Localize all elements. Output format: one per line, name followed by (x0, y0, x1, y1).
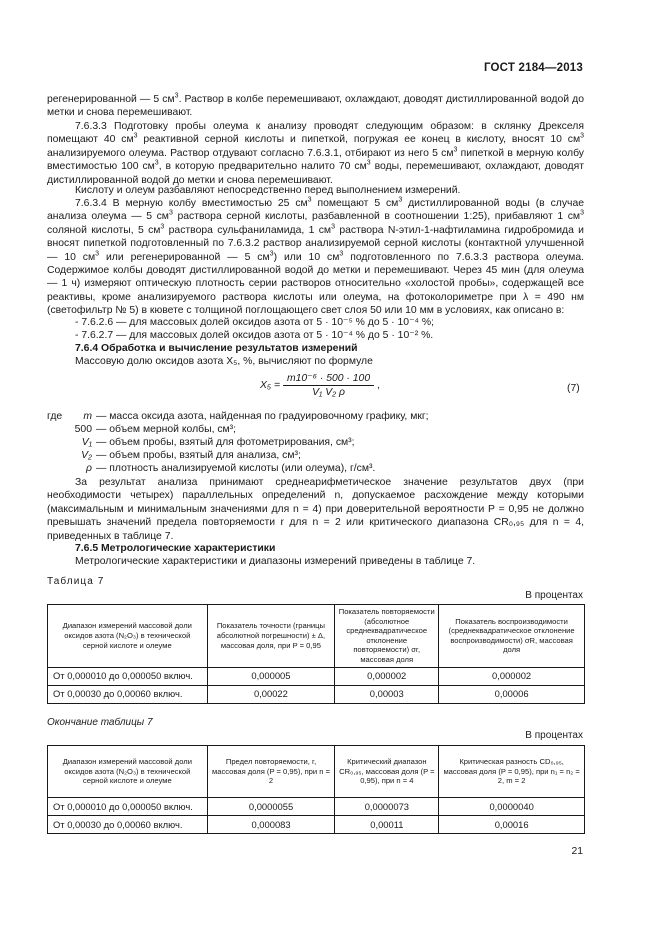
table-7-continuation (47, 745, 585, 834)
table-cell: 0,00022 (207, 685, 335, 703)
paragraph-regenerated: регенерированной — 5 $см^3$. Раствор в колбе перемешивают, охлаждают, доводят дистиллированной водой до метки и снова перемешивают. (47, 92, 584, 119)
table-cell: 0,0000073 (335, 798, 439, 816)
table-cell: 0,000002 (335, 667, 439, 685)
where-symbol-rho: ρ (86, 463, 92, 474)
table-7 (47, 604, 585, 704)
table-cell: От 0,00030 до 0,00060 включ. (48, 816, 208, 834)
table-cell: От 0,000010 до 0,000050 включ. (48, 798, 208, 816)
list-item-2: - 7.6.2.7 — для массовых долей оксидов азота от 5 · 10⁻⁴ % до 5 · 10⁻² %. (75, 330, 434, 341)
table-7-continuation-units: В процентах (525, 730, 583, 741)
table-cell: 0,000083 (207, 816, 335, 834)
formula-fraction (283, 372, 374, 398)
standard-header: ГОСТ 2184—2013 (483, 62, 583, 74)
column-header: Предел повторяемости, r, массовая доля (P = 0,95), при n = 2 (207, 746, 335, 798)
table-cell: 0,0000040 (439, 798, 585, 816)
table-cell: От 0,00030 до 0,00060 включ. (48, 685, 208, 703)
table-cell: 0,00006 (439, 685, 585, 703)
table-header-row (48, 746, 585, 798)
column-header: Критическая разность CD₀,₉₅, массовая доля (P = 0,95), при n₁ = n₂ = 2, m = 2 (439, 746, 585, 798)
column-header: Показатель воспроизводимости (среднеквадратическое отклонение воспроизводимости) σR, массовая доля (439, 605, 585, 668)
column-header: Показатель повторяемости (абсолютное среднеквадратическое отклонение повторяемости) σr, массовая доля (335, 605, 439, 668)
where-symbol-v1: V₁ (81, 437, 92, 448)
table-7-continuation-title: Окончание таблицы 7 (47, 717, 153, 728)
table-7-units: В процентах (525, 590, 583, 601)
table-cell: 0,0000055 (207, 798, 335, 816)
section-7-6-5-title: 7.6.5 Метрологические характеристики (75, 543, 276, 554)
where-text-v2: — объем пробы, взятый для анализа, см³; (96, 450, 301, 461)
table-row (48, 685, 585, 703)
where-text-500: — объем мерной колбы, см³; (96, 424, 237, 435)
column-header: Диапазон измерений массовой доли оксидов азота (N₂O₃) в технической серной кислоте и олеуме (48, 605, 208, 668)
where-text-rho: — плотность анализируемой кислоты (или олеума), г/см³. (96, 463, 376, 474)
where-symbol-500: 500 (74, 424, 92, 435)
where-text-m: — масса оксида азота, найденная по градуировочному графику, мкг; (96, 411, 429, 422)
column-header: Диапазон измерений массовой доли оксидов азота (N₂O₃) в технической серной кислоте и олеуме (48, 746, 208, 798)
paragraph-dilution: Кислоту и олеум разбавляют непосредственно перед выполнением измерений. (75, 185, 461, 196)
page-number: 21 (571, 846, 583, 857)
table-cell: 0,000005 (207, 667, 335, 685)
column-header: Показатель точности (границы абсолютной погрешности) ± Δ, массовая доля, при P = 0,95 (207, 605, 335, 668)
table-row (48, 798, 585, 816)
where-lead: где (47, 411, 63, 422)
table-row (48, 816, 585, 834)
column-header: Критический диапазон CR₀,₉₅, массовая доля (P = 0,95), при n = 4 (335, 746, 439, 798)
formula-lhs: X₅ = (260, 379, 281, 391)
table-cell: От 0,000010 до 0,000050 включ. (48, 667, 208, 685)
table-cell: 0,00011 (335, 816, 439, 834)
formula-numerator: m10⁻⁶ · 500 · 100 (283, 372, 374, 386)
section-7-6-4-text: Массовую долю оксидов азота X₅, %, вычисляют по формуле (75, 356, 373, 367)
formula-punct: , (377, 379, 380, 391)
where-symbol-v2: V₂ (81, 450, 92, 461)
section-7-6-5-text: Метрологические характеристики и диапазоны измерений приведены в таблице 7. (75, 556, 476, 567)
section-7-6-4-title: 7.6.4 Обработка и вычисление результатов измерений (75, 343, 358, 354)
table-header-row (48, 605, 585, 668)
formula-7 (260, 372, 380, 398)
table-cell: 0,00003 (335, 685, 439, 703)
list-item-1: - 7.6.2.6 — для массовых долей оксидов азота от 5 · 10⁻⁵ % до 5 · 10⁻⁴ %; (75, 317, 435, 328)
table-cell: 0,00016 (439, 816, 585, 834)
where-text-v1: — объем пробы, взятый для фотометрирования, см³; (96, 437, 355, 448)
table-cell: 0,000002 (439, 667, 585, 685)
formula-denominator: V₁ V₂ ρ (312, 387, 345, 398)
table-7-title: Таблица 7 (47, 576, 105, 587)
paragraph-7-6-3-4: 7.6.3.4 В мерную колбу вместимостью 25 $см^3$ помещают 5 $см^3$ дистиллированной воды (в случае анализа олеума — 5 $см^3$ раствора серной кислоты, разбавленной в соотношении 1:25), прибавляют 1 $см^3$ соляной кислоты, 5 $см^3$ раствора сульфаниламида, 1 $см^3$ раствора N-этил-1-нафтиламина гидробромида и вносят пипеткой подготовленный по 7.6.3.2 раствор анализируемой серной кислоты (контактной улучшенной — 10 $см^3$ или регенерированной — 5 $см^3$) или 10 $см^3$ подготовленного по 7.6.3.3 раствора олеума. Содержимое колбы доводят дистиллированной водой до метки и перемешивают. Через 45 мин (для олеума — 1 ч) измеряют оптическую плотность серии растворов относительно «холостой пробы», содержащей все реактивы, кроме анализируемого раствора кислоты или олеума, на фотоколориметре при λ = 490 нм (светофильтр № 5) в кювете с толщиной поглощающего свет слоя 50 или 10 мм в условиях, как описано в: (47, 196, 584, 317)
paragraph-7-6-3-3: 7.6.3.3 Подготовку пробы олеума к анализу проводят следующим образом: в склянку Дрекселя помещают 40 $см^3$ реактивной серной кислоты и пипеткой, погружая ее конец в кислоту, вносят 10 $см^3$ анализируемого олеума. Раствор отдувают согласно 7.6.3.1, отбирают из него 5 $см^3$ пипеткой в мерную колбу вместимостью 100 $см^3$, в которую предварительно налито 70 $см^3$ воды, перемешивают, охлаждают, доводят дистиллированной водой до метки и снова перемешивают. (47, 121, 584, 186)
paragraph-result: За результат анализа принимают среднеарифметическое значение результатов двух (при необходимости четырех) параллельных определений n, допускаемое расхождение между которыми (максимальным и минимальным значениями для n = 4) при доверительной вероятности P = 0,95 не должно превышать значений предела повторяемости r для n = 2 или критического диапазона CR₀,₉₅ для n = 4, приведенных в таблице 7. (47, 477, 584, 542)
formula-number: (7) (567, 383, 580, 394)
where-symbol-m: m (83, 411, 92, 422)
table-row (48, 667, 585, 685)
